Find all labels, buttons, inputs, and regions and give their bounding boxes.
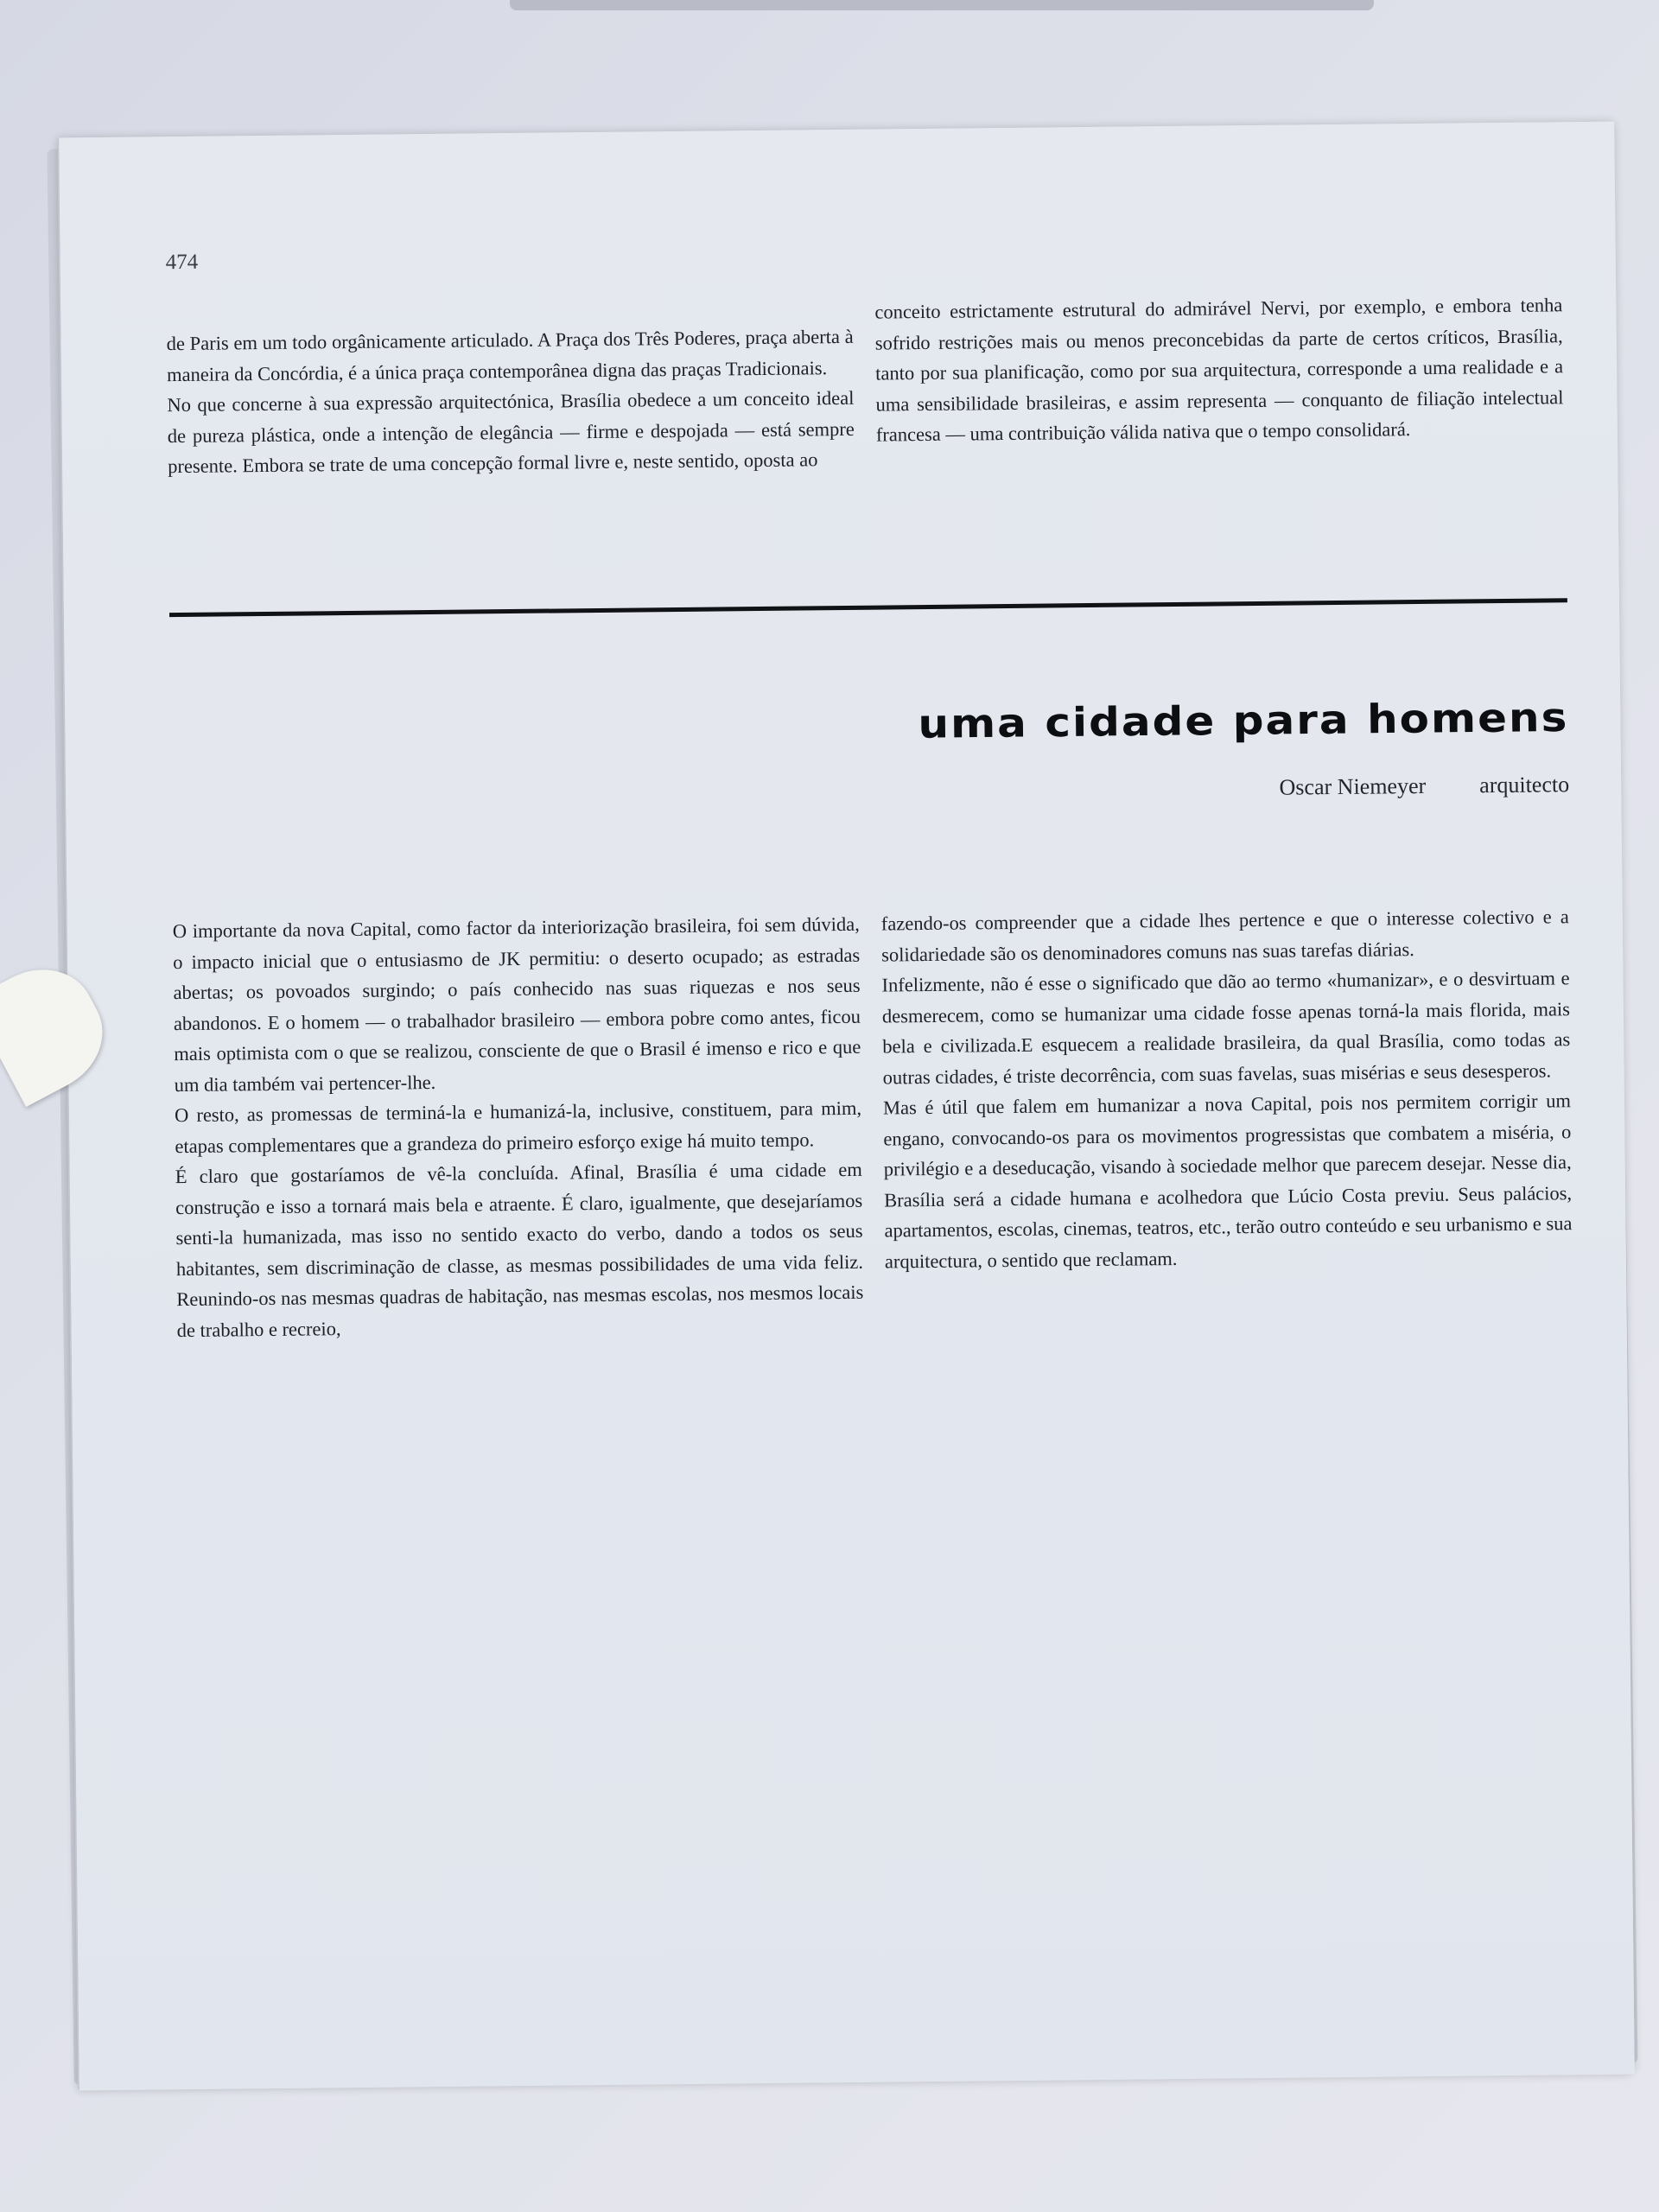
article-right-column: [881, 901, 1573, 1276]
byline: [1279, 772, 1569, 801]
paragraph: Infelizmente, não é esse o significado que dão ao termo «humanizar», e o desvirtuam e desmerecem, como se humanizar uma cidade fosse apenas torná-la mais florida, mais bela e civilizada.E esquecem a realidade brasileira, da qual Brasília, como todas as outras cidades, é triste decorrência, com suas favelas, suas misérias e seus desesperos.: [881, 967, 1571, 1089]
author-role: arquitecto: [1479, 772, 1570, 798]
article-title: uma cidade para homens: [918, 694, 1569, 747]
top-sheet-edge: [510, 0, 1374, 10]
top-right-column: [874, 289, 1564, 450]
page-number: 474: [165, 250, 199, 275]
article-left-column: [173, 909, 864, 1345]
paragraph: fazendo-os compreender que a cidade lhes pertence e que o interesse colectivo e a solidariedade são os denominadores comuns nas suas tarefas diárias.: [880, 906, 1569, 966]
section-divider: [169, 598, 1567, 617]
page-surface: [59, 122, 1635, 2091]
paragraph: O importante da nova Capital, como factor da interiorização brasileira, foi sem dúvida, o impacto inicial que o entusiasmo de JK permitiu: o deserto ocupado; as estradas abertas; os povoados surgindo; o país conhecido nas suas riquezas e nos seus abandonos. E o homem — o trabalhador brasileiro — embora pobre como antes, ficou mais optimista com o que se realizou, consciente de que o Brasil é imenso e rico e que um dia também vai pertencer-lhe.: [172, 912, 861, 1096]
author-name: Oscar Niemeyer: [1279, 772, 1427, 800]
paragraph: É claro que gostaríamos de vê-la concluída. Afinal, Brasília é uma cidade em construção e isso a tornará mais bela e atraente. É claro, igualmente, que desejaríamos senti-la humanizada, mas isso no sentido exacto do verbo, dando a todos os seus habitantes, sem discriminação de classe, as mesmas possibilidades de uma vida feliz. Reunindo-os nas mesmas quadras de habitação, nas mesmas escolas, nos mesmos locais de trabalho e recreio,: [175, 1158, 864, 1341]
book-page: [57, 122, 1635, 2091]
top-left-column: [167, 321, 855, 482]
paragraph: No que concerne à sua expressão arquitectónica, Brasília obedece a um conceito ideal de pureza plástica, onde a intenção de elegância — firme e despojada — está sempre presente. Embora se trate de uma concepção formal livre e, neste sentido, oposta ao: [167, 386, 855, 478]
paragraph: O resto, as promessas de terminá-la e humanizá-la, inclusive, constituem, para mim, etapas complementares que a grandeza do primeiro esforço exige há muito tempo.: [174, 1096, 862, 1157]
paragraph: de Paris em um todo orgânicamente articulado. A Praça dos Três Poderes, praça aberta à maneira da Concórdia, é a única praça contemporânea digna das praças Tradicionais.: [166, 325, 854, 385]
paragraph: Mas é útil que falem em humanizar a nova Capital, pois nos permitem corrigir um engano, convocando-os para os movimentos progressistas que combatem a miséria, o privilégio e a deseducação, visando à sociedade melhor que parecem desejar. Nesse dia, Brasília será a cidade humana e acolhedora que Lúcio Costa previu. Seus palácios, apartamentos, escolas, cinemas, teatros, etc., terão outro conteúdo e seu urbanismo e sua arquitectura, o sentido que reclamam.: [882, 1090, 1573, 1273]
paragraph: conceito estrictamente estrutural do admirável Nervi, por exemplo, e embora tenha sofrido restrições mais ou menos preconcebidas da parte de certos críticos, Brasília, tanto por sua planificação, como por sua arquitectura, corresponde a uma realidade e a uma sensibilidade brasileiras, e assim representa — conquanto de filiação intelectual francesa — uma contribuição válida nativa que o tempo consolidará.: [874, 294, 1564, 446]
